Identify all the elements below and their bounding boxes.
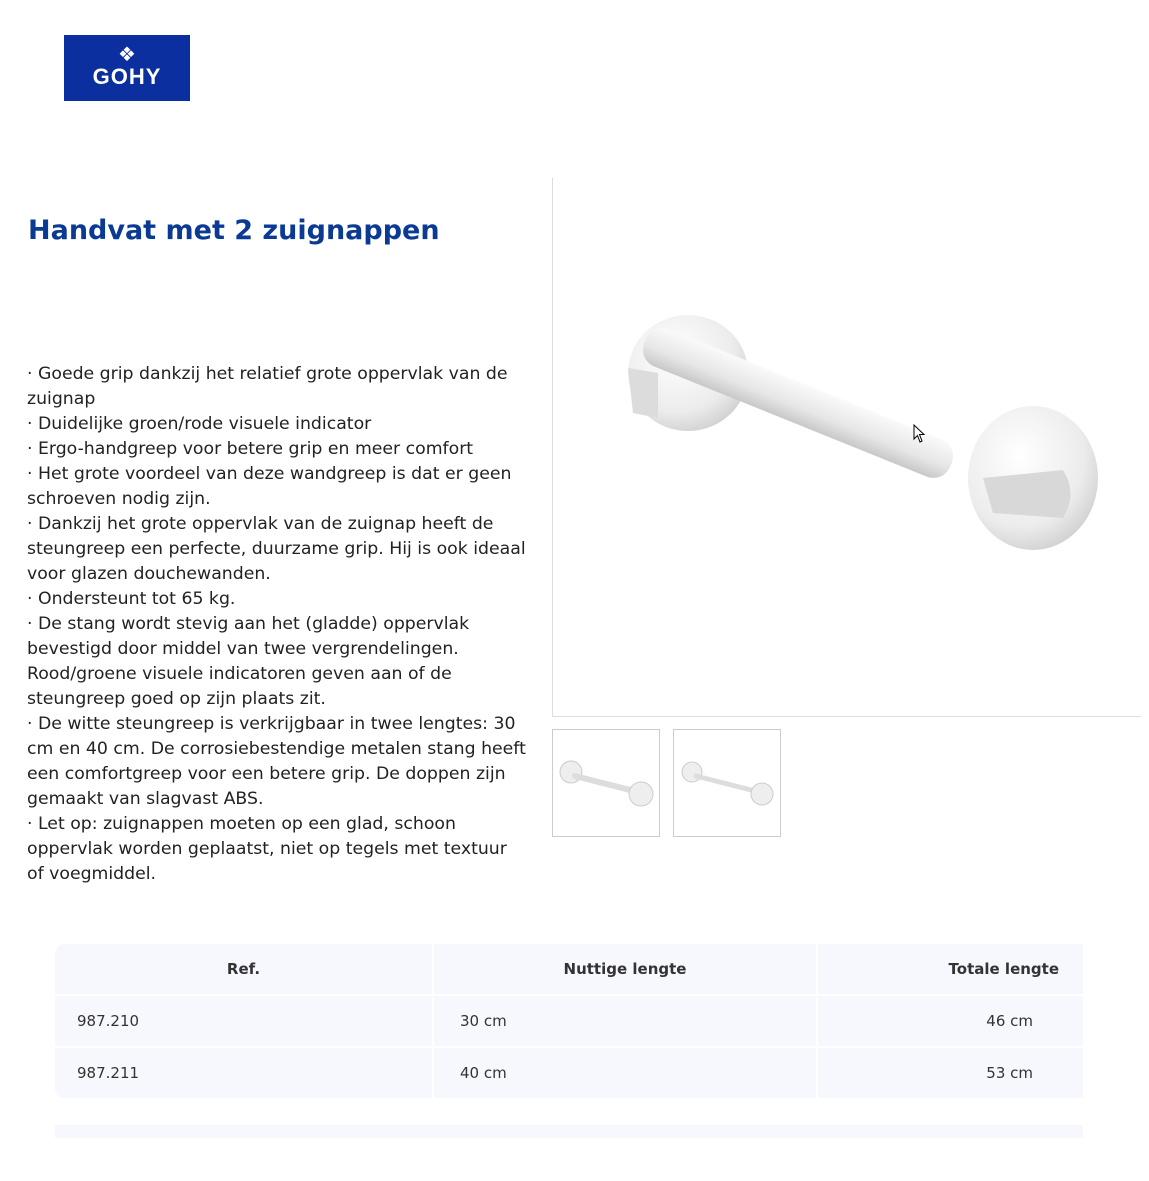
- header-total-length: Totale lengte: [818, 944, 1083, 994]
- cell-usable-length: 40 cm: [434, 1048, 816, 1098]
- table-row: [55, 996, 1083, 1046]
- bullet: · Let op: zuignappen moeten op een glad, schoon oppervlak worden geplaatst, niet op tegels met textuur of voegmiddel.: [27, 814, 507, 884]
- bullet: · Het grote voordeel van deze wandgreep is dat er geen schroeven nodig zijn.: [27, 464, 512, 509]
- cell-ref: 987.211: [55, 1048, 432, 1098]
- bullet: · Duidelijke groen/rode visuele indicator: [27, 414, 372, 434]
- bullet: · De stang wordt stevig aan het (gladde) oppervlak bevestigd door middel van twee vergrendelingen. Rood/groene visuele indicatoren geven aan of de steungreep goed op zijn plaats zit.: [27, 614, 470, 709]
- cell-total-length: 46 cm: [818, 996, 1083, 1046]
- table-header-row: [55, 944, 1083, 994]
- grab-bar-image: [553, 178, 1141, 716]
- footer-strip: [55, 1125, 1083, 1138]
- logo-mark-icon: ❖: [118, 42, 136, 66]
- table-row: [55, 1048, 1083, 1098]
- cell-total-length: 53 cm: [818, 1048, 1083, 1098]
- main-product-image[interactable]: [552, 178, 1141, 717]
- cell-ref: 987.210: [55, 996, 432, 1046]
- specs-table: [55, 944, 1083, 1100]
- product-title: Handvat met 2 zuignappen: [28, 215, 440, 246]
- header-ref: Ref.: [55, 944, 432, 994]
- logo-wordmark: GOHY: [92, 64, 162, 89]
- bullet: · Ergo-handgreep voor betere grip en meer comfort: [27, 439, 474, 459]
- thumbnail-2[interactable]: [673, 729, 781, 837]
- thumbnail-image: [674, 730, 780, 836]
- thumbnail-image: [553, 730, 659, 836]
- bullet: · De witte steungreep is verkrijgbaar in twee lengtes: 30 cm en 40 cm. De corrosiebestendige metalen stang heeft een comfortgreep voor een betere grip. De doppen zijn gemaakt van slagvast ABS.: [27, 714, 526, 809]
- bullet: · Dankzij het grote oppervlak van de zuignap heeft de steungreep een perfecte, duurzame grip. Hij is ook ideaal voor glazen douchewanden.: [27, 514, 526, 584]
- product-description: [27, 362, 527, 887]
- mouse-cursor-icon: [913, 424, 927, 448]
- thumbnail-1[interactable]: [552, 729, 660, 837]
- bullet: · Ondersteunt tot 65 kg.: [27, 589, 236, 609]
- gohy-logo[interactable]: [64, 35, 190, 101]
- cell-usable-length: 30 cm: [434, 996, 816, 1046]
- bullet: · Goede grip dankzij het relatief grote oppervlak van de zuignap: [27, 364, 508, 409]
- header-usable-length: Nuttige lengte: [434, 944, 816, 994]
